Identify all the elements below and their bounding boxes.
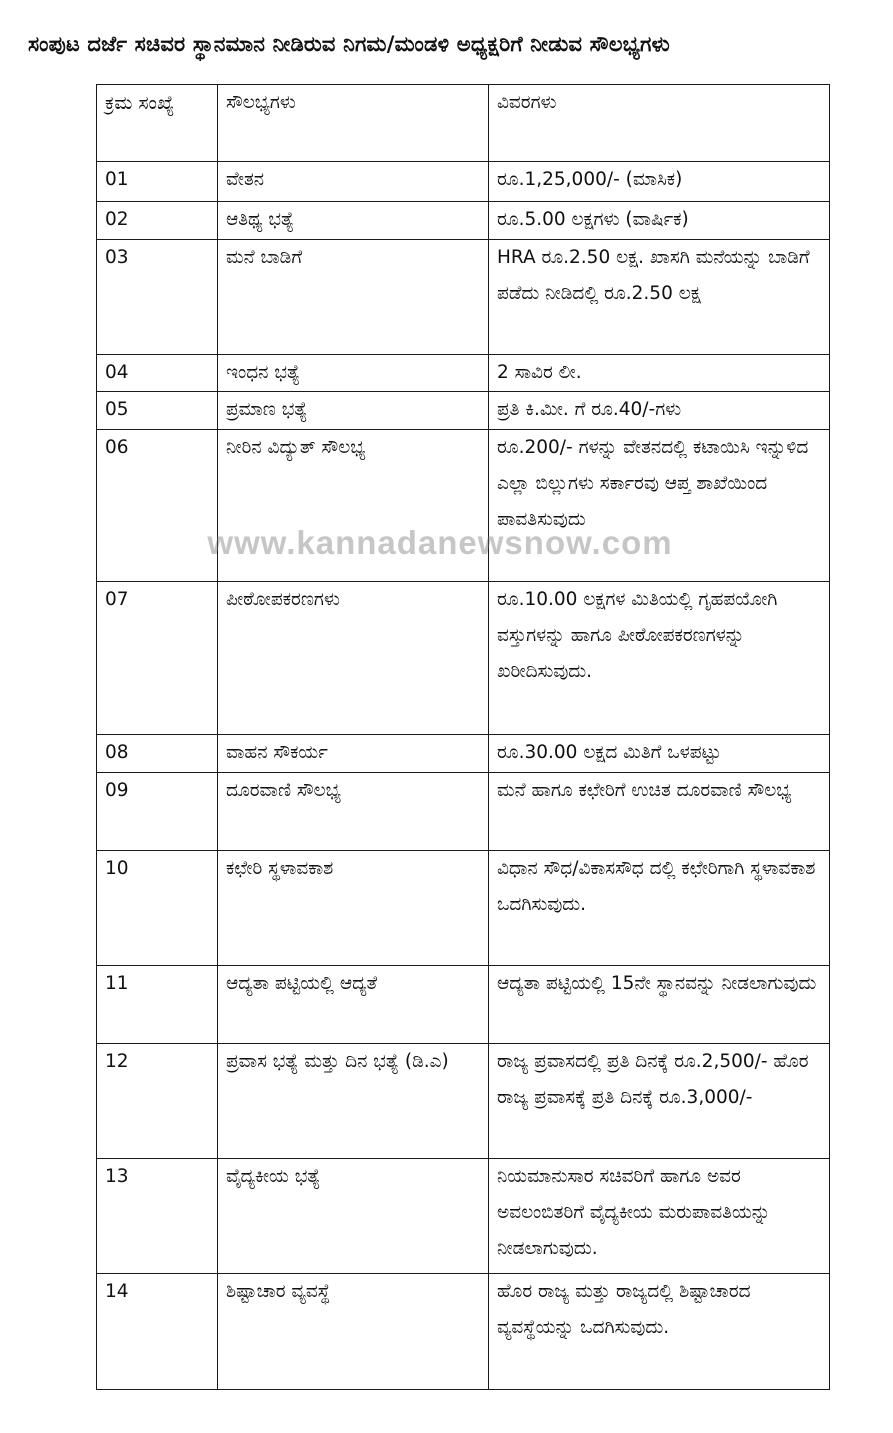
row-facility: ಇಂಧನ ಭತ್ಯೆ [218,355,489,392]
row-details: ರೂ.200/- ಗಳನ್ನು ವೇತನದಲ್ಲಿ ಕಟಾಯಿಸಿ ಇನ್ನುಳಿದ ಎಲ್ಲಾ ಬಿಲ್ಲುಗಳು ಸರ್ಕಾರವು ಆಪ್ತ ಶಾಖೆಯಿಂದ ಪಾವತಿಸುವುದು [489,430,830,582]
row-details: ರೂ.10.00 ಲಕ್ಷಗಳ ಮಿತಿಯಲ್ಲಿ ಗೃಹಪಯೋಗಿ ವಸ್ತುಗಳನ್ನು ಹಾಗೂ ಪೀಠೋಪಕರಣಗಳನ್ನು ಖರೀದಿಸುವುದು. [489,582,830,735]
watermark-text: www.kannadanewsnow.com [207,524,673,561]
table-row [97,735,830,773]
row-details: ರಾಜ್ಯ ಪ್ರವಾಸದಲ್ಲಿ ಪ್ರತಿ ದಿನಕ್ಕೆ ರೂ.2,500/- ಹೊರ ರಾಜ್ಯ ಪ್ರವಾಸಕ್ಕೆ ಪ್ರತಿ ದಿನಕ್ಕೆ ರೂ.3,000/- [489,1044,830,1159]
table-row [97,1044,830,1159]
row-facility: ಪ್ರವಾಸ ಭತ್ಯೆ ಮತ್ತು ದಿನ ಭತ್ಯೆ (ಡಿ.ಎ) [218,1044,489,1159]
row-number: 14 [97,1274,218,1390]
row-facility: ವಾಹನ ಸೌಕರ್ಯ [218,735,489,773]
row-facility: ಮನೆ ಬಾಡಿಗೆ [218,240,489,355]
row-number: 13 [97,1159,218,1274]
table-row [97,162,830,202]
header-facilities: ಸೌಲಭ್ಯಗಳು [218,85,489,162]
row-details: ರೂ.1,25,000/- (ಮಾಸಿಕ) [489,162,830,202]
row-facility: ಶಿಷ್ಟಾಚಾರ ವ್ಯವಸ್ಥೆ [218,1274,489,1390]
row-number: 12 [97,1044,218,1159]
table-row [97,240,830,355]
row-number: 11 [97,966,218,1044]
row-details: ರೂ.5.00 ಲಕ್ಷಗಳು (ವಾರ್ಷಿಕ) [489,202,830,240]
row-number: 02 [97,202,218,240]
row-facility: ವೈದ್ಯಕೀಯ ಭತ್ಯೆ [218,1159,489,1274]
row-facility: ಆದ್ಯತಾ ಪಟ್ಟಿಯಲ್ಲಿ ಆದ್ಯತೆ [218,966,489,1044]
row-details: 2 ಸಾವಿರ ಲೀ. [489,355,830,392]
table-row [97,202,830,240]
table-row [97,773,830,851]
table-header-row [97,85,830,162]
row-details: ವಿಧಾನ ಸೌಧ/ವಿಕಾಸಸೌಧ ದಲ್ಲಿ ಕಛೇರಿಗಾಗಿ ಸ್ಥಳಾವಕಾಶ ಒದಗಿಸುವುದು. [489,851,830,966]
row-number: 10 [97,851,218,966]
row-details: ರೂ.30.00 ಲಕ್ಷದ ಮಿತಿಗೆ ಒಳಪಟ್ಟು [489,735,830,773]
row-facility: ಕಛೇರಿ ಸ್ಥಳಾವಕಾಶ [218,851,489,966]
row-details: HRA ರೂ.2.50 ಲಕ್ಷ. ಖಾಸಗಿ ಮನೆಯನ್ನು ಬಾಡಿಗೆ ಪಡೆದು ನೀಡಿದಲ್ಲಿ ರೂ.2.50 ಲಕ್ಷ [489,240,830,355]
row-facility: ಪ್ರಮಾಣ ಭತ್ಯೆ [218,392,489,430]
document-title: ಸಂಪುಟ ದರ್ಜೆ ಸಚಿವರ ಸ್ಥಾನಮಾನ ನೀಡಿರುವ ನಿಗಮ/ಮಂಡಳಿ ಅಧ್ಯಕ್ಷರಿಗೆ ನೀಡುವ ಸೌಲಭ್ಯಗಳು [28,32,670,56]
header-serial-number: ಕ್ರಮ ಸಂಖ್ಯೆ [97,85,218,162]
row-details: ಪ್ರತಿ ಕಿ.ಮೀ. ಗೆ ರೂ.40/-ಗಳು [489,392,830,430]
row-number: 03 [97,240,218,355]
table-row [97,582,830,735]
row-facility: ನೀರಿನ ವಿದ್ಯುತ್ ಸೌಲಭ್ಯ [218,430,489,582]
row-facility: ಪೀಠೋಪಕರಣಗಳು [218,582,489,735]
row-number: 01 [97,162,218,202]
row-details: ಮನೆ ಹಾಗೂ ಕಛೇರಿಗೆ ಉಚಿತ ದೂರವಾಣಿ ಸೌಲಭ್ಯ [489,773,830,851]
row-number: 07 [97,582,218,735]
table-row [97,851,830,966]
row-number: 08 [97,735,218,773]
header-details: ವಿವರಗಳು [489,85,830,162]
row-number: 04 [97,355,218,392]
table-row [97,1159,830,1274]
row-number: 05 [97,392,218,430]
row-facility: ದೂರವಾಣಿ ಸೌಲಭ್ಯ [218,773,489,851]
row-number: 09 [97,773,218,851]
table-row [97,1274,830,1390]
table-row [97,355,830,392]
facilities-table [96,84,830,1390]
row-details: ನಿಯಮಾನುಸಾರ ಸಚಿವರಿಗೆ ಹಾಗೂ ಅವರ ಅವಲಂಬಿತರಿಗೆ ವೈದ್ಯಕೀಯ ಮರುಪಾವತಿಯನ್ನು ನೀಡಲಾಗುವುದು. [489,1159,830,1274]
row-facility: ವೇತನ [218,162,489,202]
row-facility: ಆತಿಥ್ಯ ಭತ್ಯೆ [218,202,489,240]
row-details: ಆದ್ಯತಾ ಪಟ್ಟಿಯಲ್ಲಿ 15ನೇ ಸ್ಥಾನವನ್ನು ನೀಡಲಾಗುವುದು [489,966,830,1044]
row-number: 06 [97,430,218,582]
table-row [97,392,830,430]
row-details: ಹೊರ ರಾಜ್ಯ ಮತ್ತು ರಾಜ್ಯದಲ್ಲಿ ಶಿಷ್ಟಾಚಾರದ ವ್ಯವಸ್ಥೆಯನ್ನು ಒದಗಿಸುವುದು. [489,1274,830,1390]
table-row [97,966,830,1044]
